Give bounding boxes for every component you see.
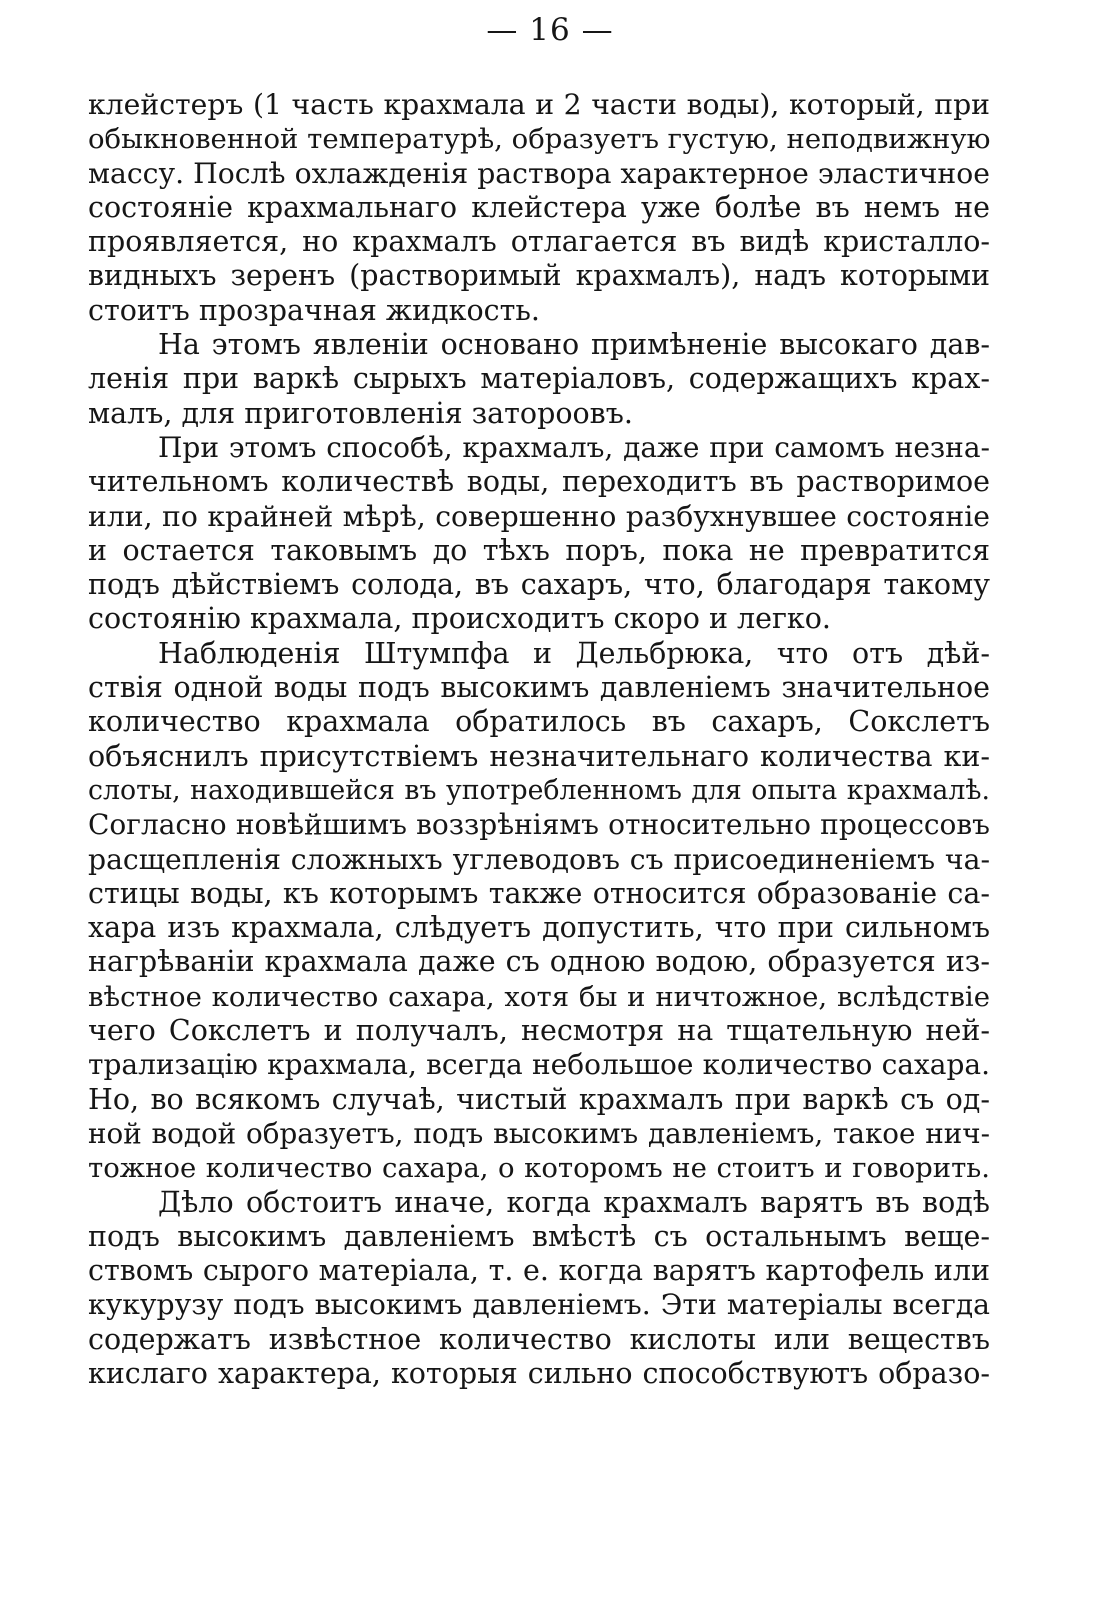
- text-line: видныхъ зеренъ (растворимый крахмалъ), надъ которыми: [88, 259, 990, 293]
- text-line: обыкновенной температурѣ, образуетъ густую, неподвижную: [88, 123, 991, 156]
- text-line: содержатъ извѣстное количество кислоты или веществъ: [88, 1322, 990, 1356]
- text-line: ной водой образуетъ, подъ высокимъ давленіемъ, такое нич-: [88, 1116, 990, 1150]
- paragraph-first-line: Дѣло обстоитъ иначе, когда крахмалъ варятъ въ водѣ: [158, 1185, 990, 1219]
- text-line: подъ дѣйствіемъ солода, въ сахаръ, что, благодаря такому: [88, 568, 990, 602]
- text-line: стоитъ прозрачная жидкость.: [88, 293, 540, 327]
- text-line: количество крахмала обратилось въ сахаръ, Сокслетъ: [88, 705, 990, 739]
- text-line: массу. Послѣ охлажденія раствора характерное эластичное: [88, 156, 990, 190]
- text-line: чительномъ количествѣ воды, переходитъ въ растворимое: [88, 465, 990, 499]
- paragraph-first-line: На этомъ явленіи основано примѣненіе высокаго дав-: [158, 328, 990, 362]
- text-line: хара изъ крахмала, слѣдуетъ допустить, что при сильномъ: [88, 911, 990, 945]
- text-line: Но, во всякомъ случаѣ, чистый крахмалъ при варкѣ съ од-: [88, 1082, 990, 1116]
- text-line: ствомъ сырого матеріала, т. е. когда варятъ картофель или: [88, 1254, 990, 1288]
- text-line: состояніе крахмальнаго клейстера уже болѣе въ немъ не: [88, 190, 990, 224]
- text-line: состоянію крахмала, происходитъ скоро и легко.: [88, 602, 831, 636]
- page-number: — 16 —: [486, 12, 614, 48]
- text-line: кислаго характера, которыя сильно способствуютъ образо-: [88, 1356, 990, 1390]
- paragraph-first-line: При этомъ способѣ, крахмалъ, даже при самомъ незна-: [158, 430, 990, 464]
- text-line: чего Сокслетъ и получалъ, несмотря на тщательную ней-: [88, 1014, 990, 1048]
- text-line: ствія одной воды подъ высокимъ давленіемъ значительное: [88, 671, 990, 705]
- text-line: малъ, для приготовленія затороовъ.: [88, 396, 633, 430]
- text-line: трализацію крахмала, всегда небольшое количество сахара.: [88, 1048, 990, 1082]
- text-line: кукурузу подъ высокимъ давленіемъ. Эти матеріалы всегда: [88, 1288, 990, 1322]
- text-line: проявляется, но крахмалъ отлагается въ видѣ кристалло-: [88, 225, 990, 259]
- text-line: подъ высокимъ давленіемъ вмѣстѣ съ остальнымъ веще-: [88, 1219, 990, 1253]
- paragraph-first-line: Наблюденія Штумпфа и Дельбрюка, что отъ дѣй-: [158, 636, 990, 670]
- text-line: нагрѣваніи крахмала даже съ одною водою, образуется из-: [88, 945, 990, 979]
- text-line: клейстеръ (1 часть крахмала и 2 части воды), который, при: [88, 88, 990, 121]
- text-line: и остается таковымъ до тѣхъ поръ, пока не превратится: [88, 533, 990, 567]
- text-line: тожное количество сахара, о которомъ не стоитъ и говорить.: [88, 1152, 990, 1185]
- text-line: или, по крайней мѣрѣ, совершенно разбухнувшее состояніе: [88, 499, 990, 533]
- text-line: стицы воды, къ которымъ также относится образованіе са-: [88, 876, 990, 910]
- body-text: [88, 88, 990, 1391]
- text-line: Согласно новѣйшимъ воззрѣніямъ относительно процессовъ: [88, 808, 990, 842]
- text-line: расщепленія сложныхъ углеводовъ съ присоединеніемъ ча-: [88, 842, 990, 876]
- text-line: объяснилъ присутствіемъ незначительнаго количества ки-: [88, 739, 990, 773]
- text-line: слоты, находившейся въ употребленномъ для опыта крахмалѣ.: [88, 774, 990, 806]
- text-line: ленія при варкѣ сырыхъ матеріаловъ, содержащихъ крах-: [88, 362, 990, 396]
- text-line: вѣстное количество сахара, хотя бы и ничтожное, вслѣдствіе: [88, 980, 990, 1013]
